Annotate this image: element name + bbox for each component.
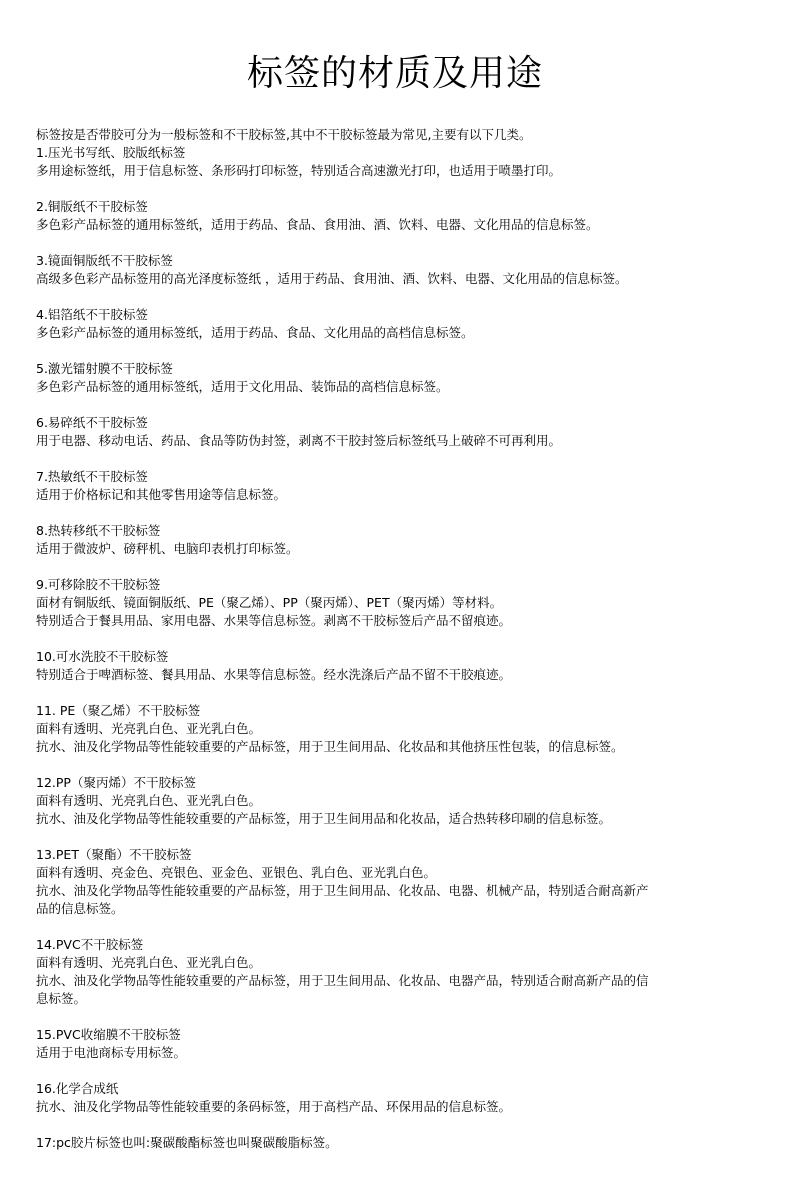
section-heading: 9.可移除胶不干胶标签 xyxy=(36,577,161,592)
section-heading: 2.铜版纸不干胶标签 xyxy=(36,199,148,214)
section-text-line: 面料有透明、光亮乳白色、亚光乳白色。 xyxy=(36,721,262,736)
section-item xyxy=(36,774,754,828)
section-text-line: 面料有透明、光亮乳白色、亚光乳白色。 xyxy=(36,955,262,970)
section-text-line: 息标签。 xyxy=(36,991,87,1006)
section-text-line: 面料有透明、亮金色、亮银色、亚金色、亚银色、乳白色、亚光乳白色。 xyxy=(36,865,437,880)
section-item xyxy=(36,198,754,234)
section-item xyxy=(36,936,754,1008)
section-heading: 10.可水洗胶不干胶标签 xyxy=(36,649,169,664)
section-text-line: 多用途标签纸，用于信息标签、条形码打印标签，特别适合高速激光打印，也适用于喷墨打印。 xyxy=(36,163,562,178)
section-item xyxy=(36,1080,754,1116)
section-text-line: 适用于价格标记和其他零售用途等信息标签。 xyxy=(36,487,287,502)
section-heading: 13.PET（聚酯）不干胶标签 xyxy=(36,847,192,862)
section-text-line: 多色彩产品标签的通用标签纸，适用于药品、食品、食用油、酒、饮料、电器、文化用品的信息标签。 xyxy=(36,217,599,232)
section-text-line: 用于电器、移动电话、药品、食品等防伪封签，剥离不干胶封签后标签纸马上破碎不可再利用。 xyxy=(36,433,562,448)
section-heading: 1.压光书写纸、胶版纸标签 xyxy=(36,145,186,160)
section-heading: 5.激光镭射膜不干胶标签 xyxy=(36,361,173,376)
section-item xyxy=(36,414,754,450)
section-text-line: 抗水、油及化学物品等性能较重要的产品标签，用于卫生间用品、化妆品、电器产品，特别适合耐高新产品的信 xyxy=(36,973,649,988)
section-item xyxy=(36,846,754,918)
section-text-line: 多色彩产品标签的通用标签纸，适用于文化用品、装饰品的高档信息标签。 xyxy=(36,379,449,394)
section-text-line: 面材有铜版纸、镜面铜版纸、PE（聚乙烯）、PP（聚丙烯）、PET（聚丙烯）等材料。 xyxy=(36,595,503,610)
section-item xyxy=(36,702,754,756)
section-heading: 16.化学合成纸 xyxy=(36,1081,119,1096)
section-item xyxy=(36,648,754,684)
intro-paragraph: 标签按是否带胶可分为一般标签和不干胶标签,其中不干胶标签最为常见,主要有以下几类。 xyxy=(36,127,532,142)
section-heading: 3.镜面铜版纸不干胶标签 xyxy=(36,253,173,268)
section-heading: 15.PVC收缩膜不干胶标签 xyxy=(36,1027,181,1042)
section-text-line: 特别适合于啤酒标签、餐具用品、水果等信息标签。经水洗涤后产品不留不干胶痕迹。 xyxy=(36,667,512,682)
section-item xyxy=(36,522,754,558)
section-text-line: 适用于电池商标专用标签。 xyxy=(36,1045,187,1060)
section-text-line: 适用于微波炉、磅秤机、电脑印表机打印标签。 xyxy=(36,541,299,556)
section-item xyxy=(36,1134,754,1152)
section-heading: 17:pc胶片标签也叫:聚碳酸酯标签也叫聚碳酸脂标签。 xyxy=(36,1135,338,1150)
section-item xyxy=(36,360,754,396)
section-text-line: 抗水、油及化学物品等性能较重要的产品标签，用于卫生间用品和化妆品，适合热转移印刷的信息标签。 xyxy=(36,811,612,826)
section-text-line: 特别适合于餐具用品、家用电器、水果等信息标签。剥离不干胶标签后产品不留痕迹。 xyxy=(36,613,512,628)
section-heading: 8.热转移纸不干胶标签 xyxy=(36,523,161,538)
section-heading: 12.PP（聚丙烯）不干胶标签 xyxy=(36,775,196,790)
section-item xyxy=(36,144,754,180)
section-text-line: 抗水、油及化学物品等性能较重要的条码标签，用于高档产品、环保用品的信息标签。 xyxy=(36,1099,512,1114)
section-heading: 6.易碎纸不干胶标签 xyxy=(36,415,148,430)
section-item xyxy=(36,252,754,288)
section-item xyxy=(36,468,754,504)
section-text-line: 抗水、油及化学物品等性能较重要的产品标签，用于卫生间用品、化妆品和其他挤压性包装，的信息标签。 xyxy=(36,739,624,754)
section-text-line: 品的信息标签。 xyxy=(36,901,124,916)
section-text-line: 面料有透明、光亮乳白色、亚光乳白色。 xyxy=(36,793,262,808)
section-text-line: 高级多色彩产品标签用的高光泽度标签纸 ，适用于药品、食用油、酒、饮料、电器、文化用品的信息标签。 xyxy=(36,271,628,286)
section-heading: 7.热敏纸不干胶标签 xyxy=(36,469,148,484)
section-item xyxy=(36,576,754,630)
section-heading: 4.铝箔纸不干胶标签 xyxy=(36,307,148,322)
section-text-line: 多色彩产品标签的通用标签纸，适用于药品、食品、文化用品的高档信息标签。 xyxy=(36,325,474,340)
section-heading: 14.PVC不干胶标签 xyxy=(36,937,144,952)
page-title: 标签的材质及用途 xyxy=(246,53,543,94)
section-item xyxy=(36,306,754,342)
section-text-line: 抗水、油及化学物品等性能较重要的产品标签，用于卫生间用品、化妆品、电器、机械产品，特别适合耐高新产 xyxy=(36,883,649,898)
section-heading: 11. PE（聚乙烯）不干胶标签 xyxy=(36,703,201,718)
section-item xyxy=(36,1026,754,1062)
section-list xyxy=(36,144,754,1152)
